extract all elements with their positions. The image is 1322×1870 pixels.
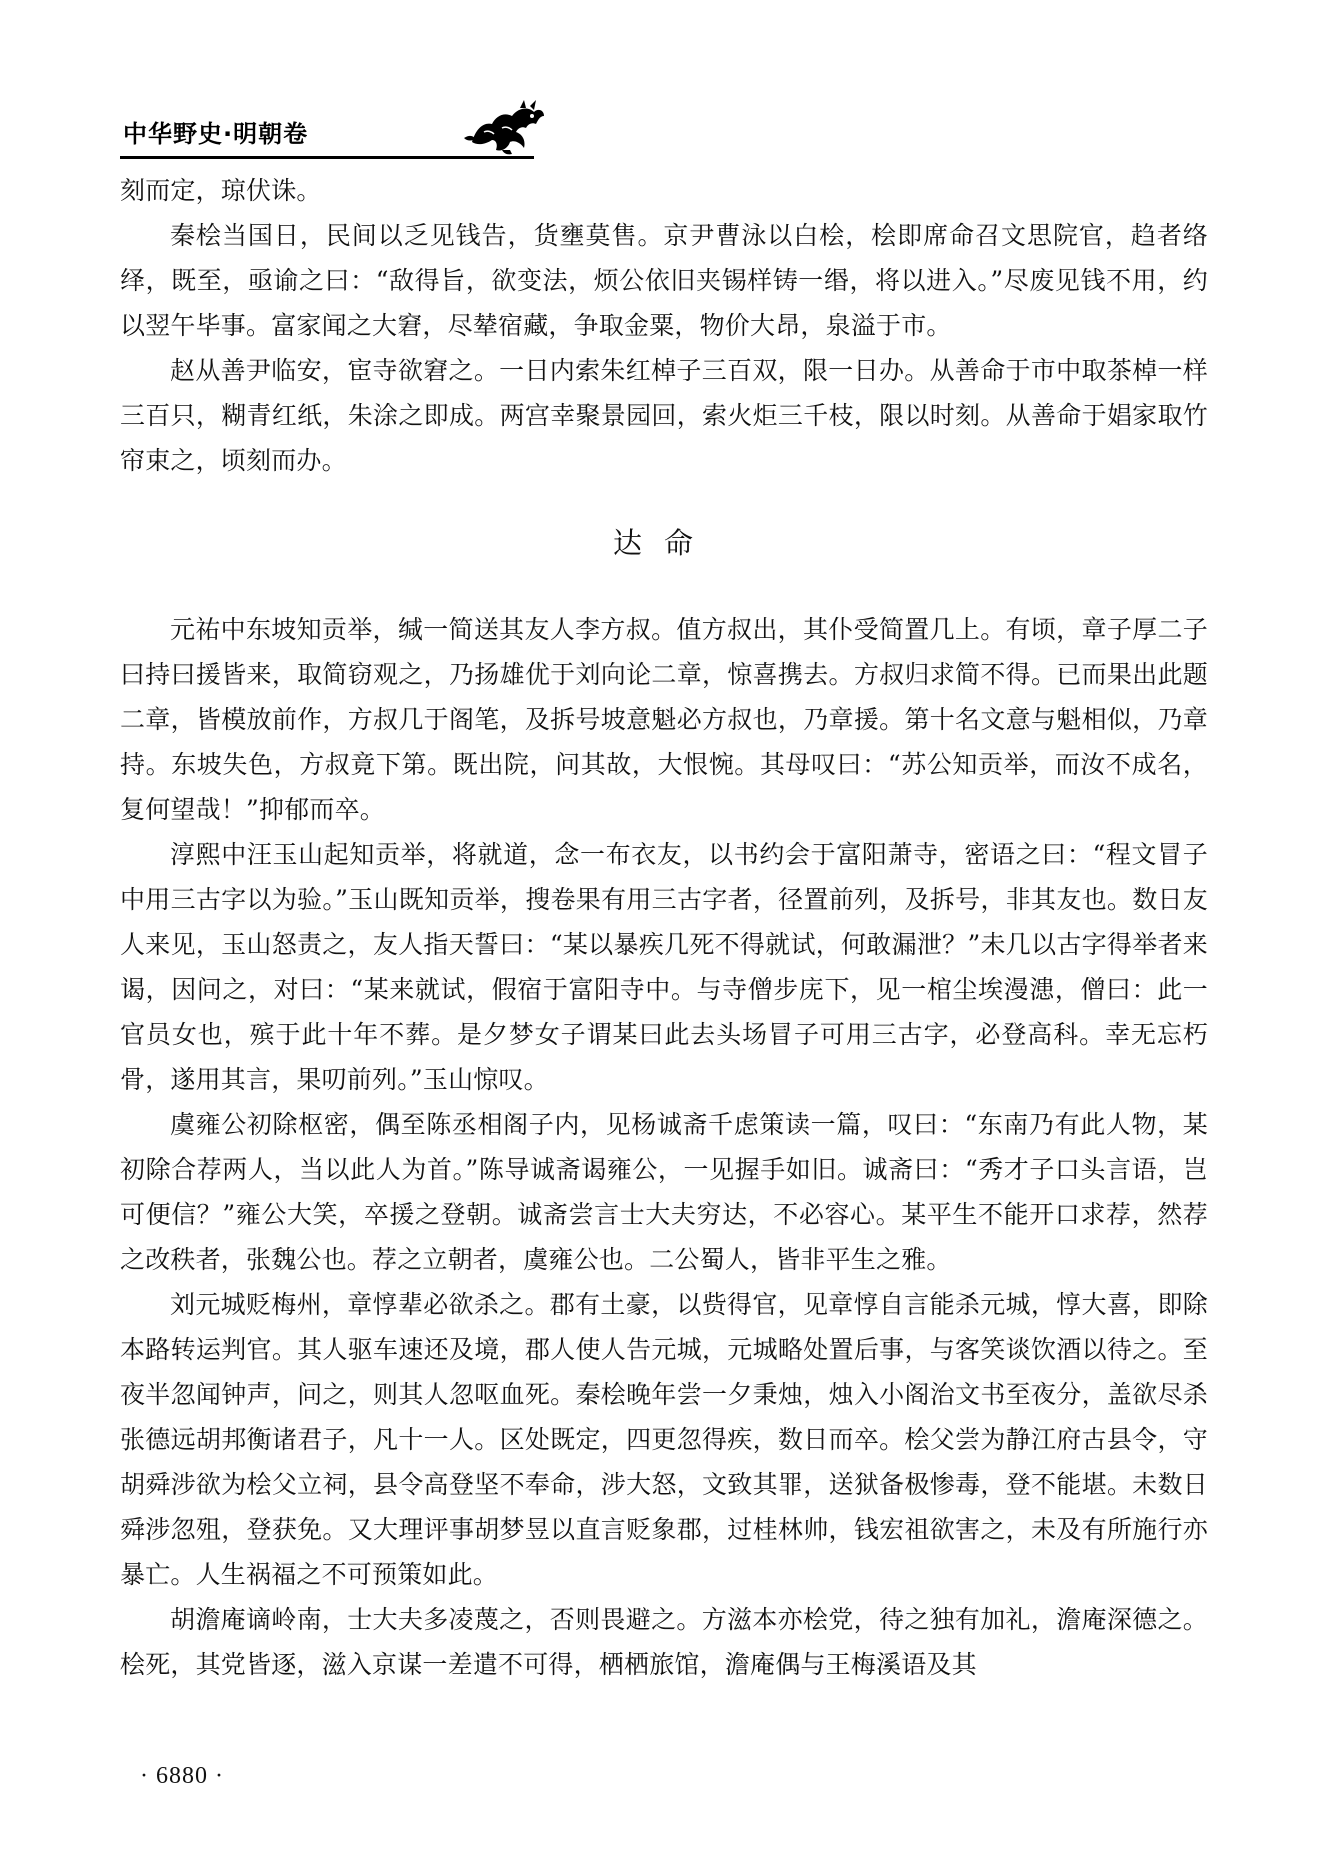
header-rule <box>120 156 534 159</box>
page-header <box>120 98 1245 158</box>
paragraph: 秦桧当国日，民间以乏见钱告，货壅莫售。京尹曹泳以白桧，桧即席命召文思院官，趋者络绎，既至，亟谕之曰：“敌得旨，欲变法，烦公依旧夹锡样铸一缗，将以进入。”尽废见钱不用，约以翌午毕事。富家闻之大窘，尽辇宿藏，争取金粟，物价大昂，泉溢于市。 <box>120 221 1208 340</box>
paragraph: 刻而定，琼伏诛。 <box>120 176 322 205</box>
paragraph: 赵从善尹临安，宦寺欲窘之。一日内索朱红棹子三百双，限一日办。从善命于市中取茶棹一样三百只，糊青红纸，朱涂之即成。两宫幸聚景园回，索火炬三千枝，限以时刻。从善命于娼家取竹帘束之，顷刻而办。 <box>120 356 1208 475</box>
paragraph: 胡澹庵谪岭南，士大夫多凌蔑之，否则畏避之。方滋本亦桧党，待之独有加礼，澹庵深德之。桧死，其党皆逐，滋入京谋一差遣不可得，栖栖旅馆，澹庵偶与王梅溪语及其 <box>120 1605 1208 1679</box>
paragraph: 虞雍公初除枢密，偶至陈丞相阁子内，见杨诚斋千虑策读一篇，叹曰：“东南乃有此人物，某初除合荐两人，当以此人为首。”陈导诚斋谒雍公，一见握手如旧。诚斋曰：“秀才子口头言语，岂可便信？”雍公大笑，卒援之登朝。诚斋尝言士大夫穷达，不必容心。某平生不能开口求荐，然荐之改秩者，张魏公也。荐之立朝者，虞雍公也。二公蜀人，皆非平生之雅。 <box>120 1110 1208 1274</box>
dragon-icon <box>462 98 548 156</box>
section-title: 达命 <box>612 526 715 560</box>
paragraph: 淳熙中汪玉山起知贡举，将就道，念一布衣友，以书约会于富阳萧寺，密语之曰：“程文冒子中用三古字以为验。”玉山既知贡举，搜卷果有用三古字者，径置前列，及拆号，非其友也。数日友人来见，玉山怒责之，友人指天誓曰：“某以暴疾几死不得就试，何敢漏泄？”未几以古字得举者来谒，因问之，对曰：“某来就试，假宿于富阳寺中。与寺僧步庑下，见一棺尘埃漫漶，僧曰：此一官员女也，殡于此十年不葬。是夕梦女子谓某曰此去头场冒子可用三古字，必登高科。幸无忘朽骨，遂用其言，果叨前列。”玉山惊叹。 <box>120 840 1208 1094</box>
paragraph: 元祐中东坡知贡举，缄一简送其友人李方叔。值方叔出，其仆受简置几上。有顷，章子厚二子曰持曰援皆来，取简窃观之，乃扬雄优于刘向论二章，惊喜携去。方叔归求简不得。已而果出此题二章，皆模放前作，方叔几于阁笔，及拆号坡意魁必方叔也，乃章援。第十名文意与魁相似，乃章持。东坡失色，方叔竟下第。既出院，问其故，大恨惋。其母叹曰：“苏公知贡举，而汝不成名，复何望哉！”抑郁而卒。 <box>120 615 1208 824</box>
page-number: · 6880 · <box>140 1763 224 1789</box>
paragraph: 刘元城贬梅州，章惇辈必欲杀之。郡有土豪，以赀得官，见章惇自言能杀元城，惇大喜，即除本路转运判官。其人驱车速还及境，郡人使人告元城，元城略处置后事，与客笑谈饮酒以待之。至夜半忽闻钟声，问之，则其人忽呕血死。秦桧晚年尝一夕秉烛，烛入小阁治文书至夜分，盖欲尽杀张德远胡邦衡诸君子，凡十一人。区处既定，四更忽得疾，数日而卒。桧父尝为静江府古县令，守胡舜涉欲为桧父立祠，县令高登坚不奉命，涉大怒，文致其罪，送狱备极惨毒，登不能堪。未数日舜涉忽殂，登获免。又大理评事胡梦昱以直言贬象郡，过桂林帅，钱宏祖欲害之，未及有所施行亦暴亡。人生祸福之不可预策如此。 <box>120 1290 1208 1589</box>
body-text <box>120 168 1208 1687</box>
book-title: 中华野史·明朝卷 <box>123 120 309 148</box>
